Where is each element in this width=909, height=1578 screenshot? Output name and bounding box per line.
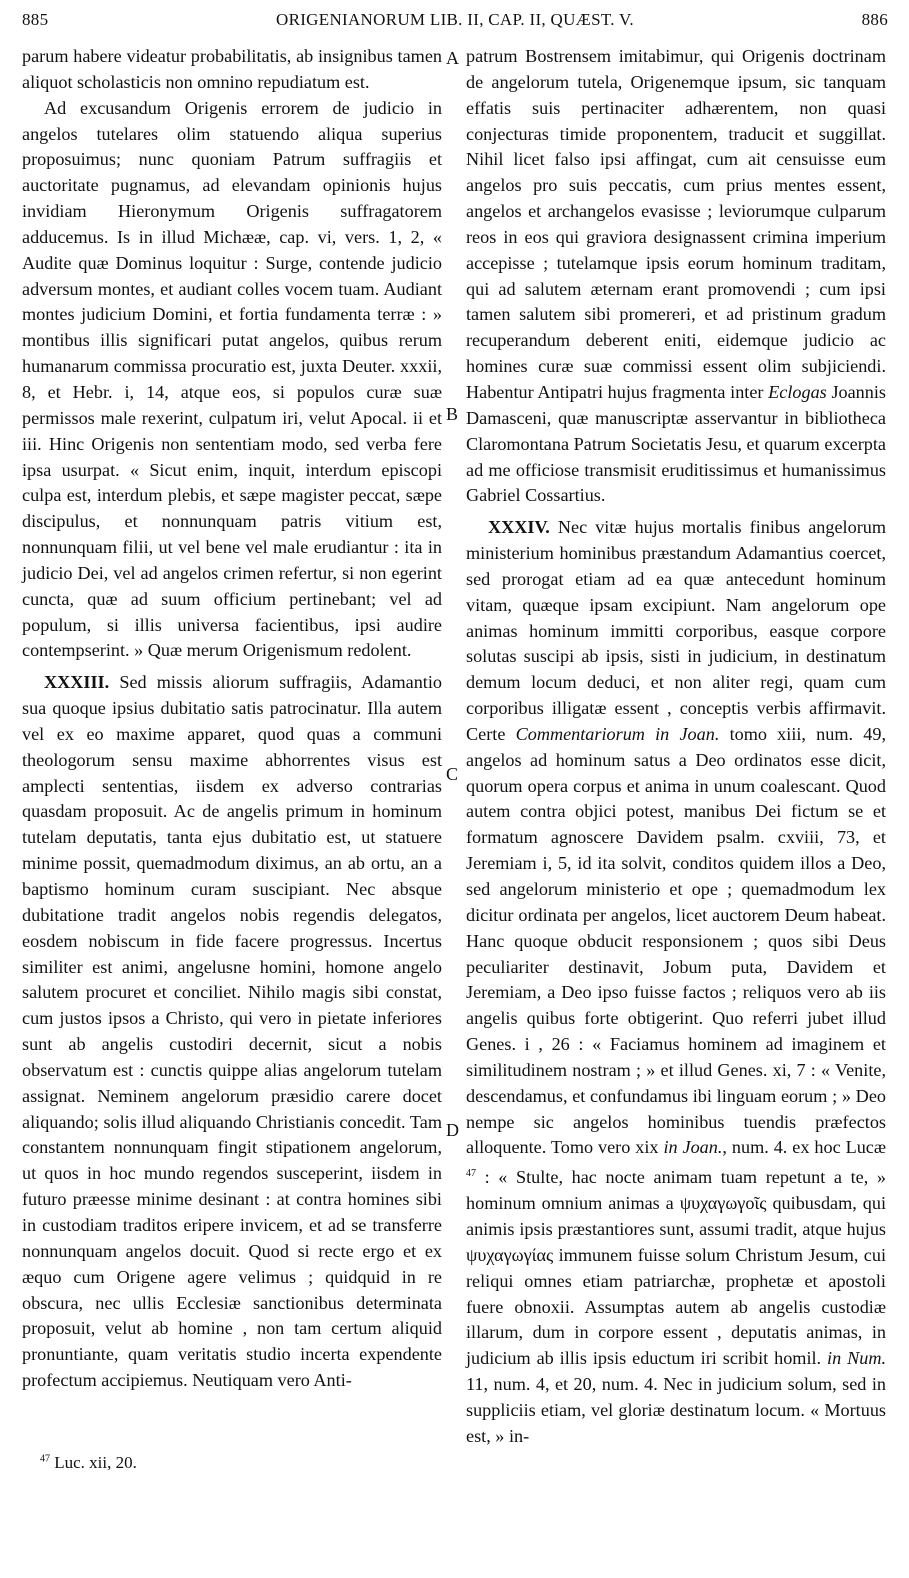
margin-letter: A bbox=[446, 48, 459, 68]
page-header bbox=[22, 10, 888, 40]
paragraph: patrum Bostrensem imitabimur, qui Origenis doctrinam de angelorum tutela, Origenemque ipsum, sic tanquam effatis suis pertinaciter adhærentem, non quasi conjecturas timide proponentem, traducit et suggillat. Nihil licet falso ipsi affingat, cum ait censuisse eum angelos pro suis peccatis, cum prius mentes essent, angelos et archangelos evasisse ; leviorumque culparum reos in eos qui graviora designassent crimina imperium accepisse ; tutelamque ipsis eorum hominum traditam, qui ad salutem æternam erant promovendi ; cum ipsi tamen salutem sibi promereri, et ad pristinum gradum recuperandum deberent eniti, eidemque judicio ac homines curæ suæ commissi essent olim subjiciendi. Habentur Antipatri hujus fragmenta inter Eclogas Joannis Damasceni, quæ manuscriptæ asservantur in bibliotheca Claromontana Patrum Societatis Jesu, et quarum excerpta ad me officiose transmisit eruditissimus et humanissimus Gabriel Cossartius. bbox=[466, 46, 886, 506]
footnote-ref: 47 bbox=[466, 1168, 476, 1180]
page-number-right: 886 bbox=[861, 10, 888, 29]
section-paragraph: XXXIV. Nec vitæ hujus mortalis finibus angelorum ministerium hominibus præstandum Adamantius coercet, sed prorogat etiam ad ea quæ antecedunt hominum vitam, quæque ipsam excipiunt. Nam angelorum ope animas hominum immitti corporibus, easque corpore solutas suscipi ab ipsis, sisti in judicium, in destinatum demum locum deduci, et non aliter regi, quam cum corporibus illigatæ essent , conceptis verbis affirmavit. Certe Commentariorum in Joan. tomo xiii, num. 49, angelos ad hominum satus a Deo ordinatos esse dicit, quorum opera corpus et anima in unum coalescant. Quod autem contra objici potest, manibus Dei fictum se et formatum agnoscere Davidem psalm. cxviii, 73, et Jeremiam i, 5, id ita solvit, conditos quidem illos a Deo, sed angelorum ministerio et ope ; quemadmodum lex dicitur ordinata per angelos, licet auctorem Deum habeat. Hanc quoque obducit responsionem ; quos sibi Deus peculiariter destinavit, Jobum puta, Davidem et Jeremiam, a Deo ipso fuisse factos ; reliquos vero ab iis angelis quibus forte obtigerint. Quo referri jubet illud Genes. i , 26 : « Faciamus hominem ad imaginem et similitudinem nostram ; » et illud Genes. xi, 7 : « Venite, descendamus, et confundamus ibi linguam eorum ; » Deo nempe sic angelos hominibus tuendis præfectos alloquente. Tomo vero xix in Joan., num. 4. ex hoc Lucæ $^{47}$ : « Stulte, hac nocte animam tuam repetunt a te, » hominum omnium animas a ψυχαγωγοῖς quibusdam, qui animis ipsis præstantiores sunt, assumi tradit, atque hujus ψυχαγωγίας immunem fuisse solum Christum Jesum, cui reliqui omnes etiam patriarchæ, prophetæ et apostoli fuere obnoxii. Assumptas autem ab angelis custodiæ illarum, dum in corpore essent , deputatis animas, in judicium ab illis ipsis eductum iri scribit homil. in Num. 11, num. 4, et 20, num. 4. Nec in judicium solum, sed in suppliciis etiam, vel gloriæ destinatum locum. « Mortuus est, » in- bbox=[466, 517, 886, 1446]
running-title: ORIGENIANORUM LIB. II, CAP. II, QUÆST. V. bbox=[276, 10, 634, 29]
paragraph: Ad excusandum Origenis errorem de judicio in angelos tutelares olim statuendo aliqua superius proposuimus; nunc quoniam Patrum suffragiis et auctoritate pugnamus, ad elevandam opinionis hujus invidiam Hieronymum Origenis suffragatorem adducemus. Is in illud Michææ, cap. vi, vers. 1, 2, « Audite quæ Dominus loquitur : Surge, contende judicio adversum montes, et audiant colles vocem tuam. Audiant montes judicium Domini, et fortia fundamenta terræ : » montibus illis significari putat angelos, quibus rerum humanarum commissa procuratio est, juxta Deuter. xxxii, 8, et Hebr. i, 14, atque eos, si populos curæ suæ permissos male rexerint, culpatum iri, velut Apocal. ii et iii. Hinc Origenis non sententiam modo, sed verba fere ipsa usurpat. « Sicut enim, inquit, interdum episcopi culpa est, interdum plebis, et sæpe magister peccat, sæpe discipulus, et nonnunquam patris vitium est, nonnunquam filii, ut vel bene vel male erudiantur : ita in judicio Dei, vel ad angelos crimen refertur, si non egerint cuncta, quæ ad suum officium pertinebant; vel ad populum, si illis universa facientibus, ipsi audire contempserint. » Quæ merum Origenismum redolent. bbox=[22, 97, 442, 661]
italic-title: Eclogas bbox=[768, 381, 827, 402]
page-number-left: 885 bbox=[22, 10, 49, 29]
right-column bbox=[466, 44, 886, 1450]
left-column bbox=[22, 44, 442, 1394]
margin-letter: C bbox=[446, 764, 459, 784]
footnote bbox=[40, 1453, 137, 1473]
paragraph: parum habere videatur probabilitatis, ab insignibus tamen aliquot scholasticis non omnino repudiatum est. bbox=[22, 46, 442, 92]
footnote-number: 47 bbox=[40, 1453, 50, 1465]
italic-title: Commentariorum in Joan. bbox=[515, 723, 720, 744]
section-number: XXXIV. bbox=[488, 517, 550, 538]
section-paragraph bbox=[22, 670, 442, 1394]
margin-letter: D bbox=[446, 1120, 459, 1140]
italic-title: in Num. bbox=[827, 1348, 886, 1369]
margin-letter: B bbox=[446, 404, 459, 424]
paragraph-text: Sed missis aliorum suffragiis, Adamantio sua quoque ipsius dubitatio satis patrocinatur. Illa autem vel ex eo maxime apparet, quod quas a communi theologorum sensu maxime abhorrentes visus est amplecti sententias, iisdem ex adverso contrarias quasdam proposuit. Ac de angelis primum in hominum tutelam deputatis, tanta ejus dubitatio est, ut statuere minime possit, quemadmodum diximus, an ab ortu, an a baptismo hominum curam suscipiant. Nec absque dubitatione tradit angelos nobis regendis delegatos, eosdem nobiscum in fide facere progressus. Incertus similiter est animi, angelusne homini, homone angelo salutem procuret et conciliet. Nihilo magis sibi constat, cum justos ipsos a Christo, qui vero in pietate inferiores sunt ab angelis custodiri decernit, sicut a nobis observatum est : cunctis quippe alias angelorum tutelam assignat. Neminem angelorum præsidio carere docet aliquando; solis illud aliquando Christianis concedit. Tam constantem nonnunquam fingit stipationem angelorum, ut quos in hoc mundo regendos susceperint, iisdem in futuro præesse minime desinant : at contra homines sibi in custodiam traditos eripere invicem, et ad se transferre nonnunquam angelos docuit. Quod si recte ergo et ex æquo cum Origene agere velimus ; quidquid in re obscura, nec ullis Ecclesiæ sanctionibus determinata proposuit, velut ab homine , non tam certum aliquid pronuntiante, quam veritatis studio incerta expendente profectum accipiemus. Neutiquam vero Anti- bbox=[22, 672, 443, 1391]
footnote-text: Luc. xii, 20. bbox=[54, 1453, 137, 1472]
italic-title: in Joan. bbox=[663, 1137, 723, 1158]
section-number: XXXIII. bbox=[44, 672, 110, 693]
